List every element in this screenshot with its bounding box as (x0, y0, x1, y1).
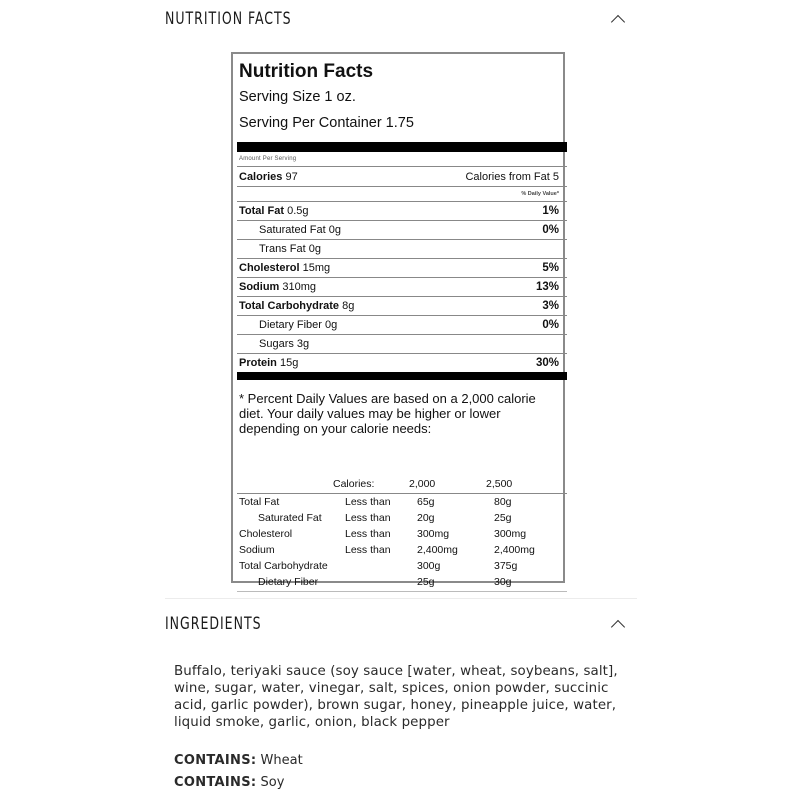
nutrient-amount: 15mg (302, 262, 331, 274)
dv-nutrient: Total Fat (239, 496, 280, 508)
daily-value-header: % Daily Value* (521, 191, 559, 197)
nutrient-name: Saturated Fat 0g (259, 224, 341, 236)
label-title: Nutrition Facts (239, 61, 374, 82)
dv-nutrient: Total Carbohydrate (239, 560, 328, 572)
daily-value-footnote: * Percent Daily Values are based on a 2,000 calorie diet. Your daily values may be higher or lower depending on your calorie needs: (239, 391, 536, 436)
dv-nutrient: Dietary Fiber (258, 576, 319, 588)
dv-2500: 80g (494, 496, 512, 508)
calories-label: Calories (239, 170, 283, 183)
dv-qualifier: Less than (345, 528, 391, 540)
dv-table-row (237, 526, 567, 542)
chevron-up-icon[interactable] (611, 620, 625, 634)
nutrient-percent: 13% (535, 281, 559, 293)
daily-value-header-row (237, 187, 567, 202)
dv-nutrient: Cholesterol (239, 528, 293, 540)
thick-divider (237, 372, 567, 380)
contains-label: CONTAINS: (174, 775, 257, 790)
nutrient-name: Dietary Fiber 0g (259, 319, 338, 331)
dv-2000: 300g (417, 560, 441, 572)
dv-2000: 65g (417, 496, 435, 508)
dv-nutrient: Sodium (239, 544, 275, 556)
nutrient-name: Trans Fat 0g (259, 243, 321, 255)
dv-header-calories: Calories: (333, 478, 375, 490)
nutrient-name: Total Carbohydrate (239, 300, 340, 312)
thick-divider (237, 142, 567, 152)
nutrient-name: Total Fat (239, 205, 285, 217)
nutrient-name: Sodium (239, 281, 280, 293)
dv-2500: 30g (494, 576, 512, 588)
dv-2000: 300mg (417, 528, 450, 540)
dv-table-header (237, 477, 567, 494)
allergen-value: Soy (260, 775, 285, 790)
daily-value-table (237, 477, 567, 592)
nutrient-row (237, 297, 567, 316)
nutrient-row (237, 278, 567, 297)
nutrient-name: Cholesterol (239, 262, 300, 274)
nutrient-row (237, 202, 567, 221)
nutrition-facts-section-header[interactable] (165, 4, 635, 34)
calories-value: 97 (285, 170, 298, 183)
dv-2000: 2,400mg (417, 544, 458, 556)
chevron-up-icon[interactable] (611, 15, 625, 29)
dv-2500: 25g (494, 512, 512, 524)
dv-2000: 25g (417, 576, 435, 588)
section-divider (165, 598, 637, 599)
dv-nutrient: Saturated Fat (258, 512, 322, 524)
nutrient-amount: 8g (342, 300, 355, 312)
nutrition-facts-section-title: NUTRITION FACTS (165, 9, 292, 29)
nutrient-row (237, 221, 567, 240)
dv-header-2000: 2,000 (409, 478, 436, 490)
nutrient-amount: 310mg (282, 281, 317, 293)
ingredients-text: Buffalo, teriyaki sauce (soy sauce [water, wheat, soybeans, salt], wine, sugar, water, vinegar, salt, spices, onion powder, succinic acid, garlic powder), brown sugar, honey, pineapple juice, water, liquid smoke, garlic, onion, black pepper (174, 664, 618, 730)
nutrient-row (237, 240, 567, 259)
dv-table-row (237, 542, 567, 558)
servings-per-container: Serving Per Container 1.75 (239, 115, 414, 131)
amount-per-serving: Amount Per Serving (237, 152, 567, 167)
nutrient-percent: 30% (535, 357, 559, 369)
serving-size: Serving Size 1 oz. (239, 89, 356, 105)
nutrient-row (237, 354, 567, 372)
dv-qualifier: Less than (345, 512, 391, 524)
allergen-value: Wheat (260, 753, 303, 768)
calories-row (237, 167, 567, 187)
ingredients-section-header[interactable] (165, 609, 635, 639)
dv-table-row (237, 558, 567, 574)
nutrient-row (237, 316, 567, 335)
nutrient-name: Protein (239, 357, 277, 369)
nutrient-percent: 0% (542, 224, 559, 236)
dv-table-row (237, 510, 567, 526)
nutrient-row (237, 335, 567, 354)
dv-table-row (237, 494, 567, 510)
dv-table-row (237, 574, 567, 592)
nutrient-percent: 0% (542, 319, 559, 331)
nutrient-percent: 3% (542, 300, 559, 312)
contains-label: CONTAINS: (174, 753, 257, 768)
dv-2500: 2,400mg (494, 544, 535, 556)
nutrient-percent: 1% (542, 205, 559, 217)
nutrient-amount: 0.5g (287, 205, 309, 217)
dv-qualifier: Less than (345, 496, 391, 508)
allergen-statement (174, 753, 303, 768)
nutrient-name: Sugars 3g (259, 338, 310, 350)
nutrition-facts-label (231, 52, 565, 588)
dv-2500: 300mg (494, 528, 527, 540)
calories-from-fat: Calories from Fat 5 (465, 170, 559, 183)
dv-2000: 20g (417, 512, 435, 524)
allergen-statement (174, 775, 284, 790)
dv-2500: 375g (494, 560, 518, 572)
ingredients-section-title: INGREDIENTS (165, 614, 262, 634)
nutrient-percent: 5% (542, 262, 559, 274)
dv-qualifier: Less than (345, 544, 391, 556)
nutrient-amount: 15g (279, 357, 299, 369)
dv-qualifier (345, 558, 417, 574)
nutrient-row (237, 259, 567, 278)
dv-header-2500: 2,500 (486, 478, 513, 490)
dv-qualifier (345, 574, 417, 591)
